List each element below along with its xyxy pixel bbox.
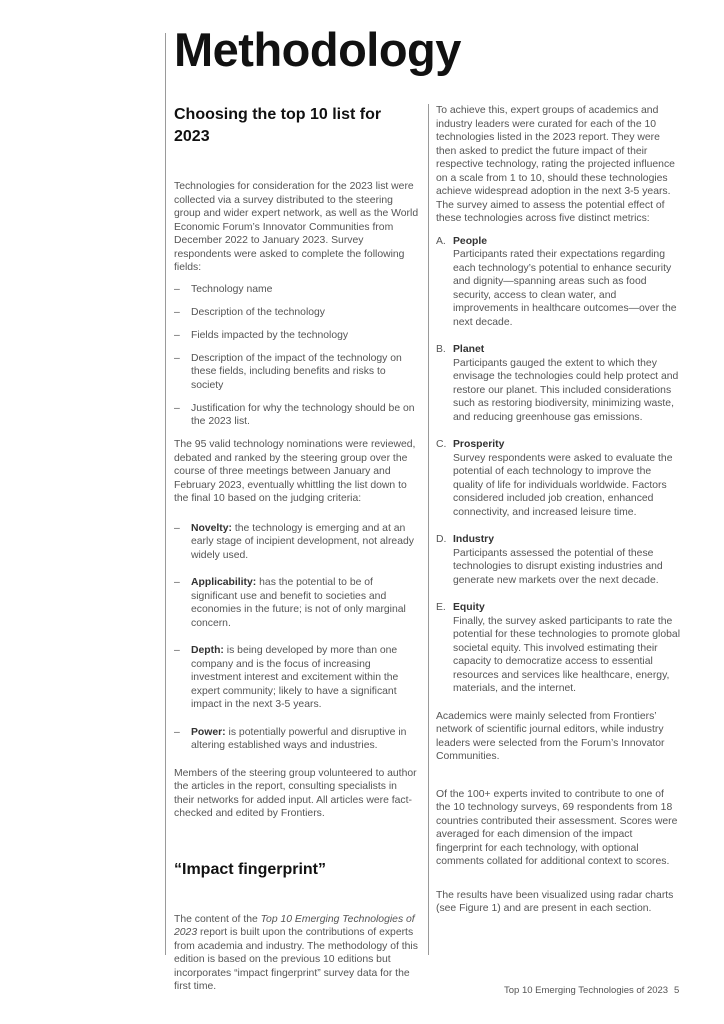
criterion-term: Depth:: [191, 645, 224, 656]
section-heading-top10: Choosing the top 10 list for 2023: [174, 106, 382, 145]
metric-item: [436, 533, 680, 587]
column-divider: [428, 104, 429, 955]
metric-item: [436, 438, 680, 519]
criterion-text: the technology is emerging and at an early stage of incipient development, not already widely used.: [191, 522, 414, 561]
page-number: 5: [674, 985, 680, 996]
experts-intro-paragraph: To achieve this, expert groups of academics and industry leaders were curated for each of the 10 technologies listed in the 2023 report. They were then asked to predict the future impact of their respective technology, rating the projected influence on a scale from 1 to 10, should these technologies achieve widespread adoption in the next 3-5 years. The survey aimed to assess the potential effect of these technologies across five distinct metrics:: [436, 105, 675, 224]
list-item: – Description of the impact of the technology on these fields, including benefits and risks to society: [174, 352, 420, 393]
metric-text: Finally, the survey asked participants to rate the potential for these technologies to promote global societal equity. This involved estimating their capacity to democratize access to essential resources and services like healthcare, energy, materials, and the internet.: [453, 615, 681, 694]
metric-name: People: [453, 235, 488, 247]
metric-item: [436, 601, 680, 696]
list-item: [174, 644, 420, 712]
metric-name: Industry: [453, 534, 494, 545]
criterion-term: Novelty:: [191, 522, 232, 534]
list-item: [174, 522, 420, 563]
academics-paragraph: Academics were mainly selected from Frontiers’ network of scientific journal editors, while industry leaders were selected from the Forum’s Innovator Communities.: [436, 710, 665, 762]
left-margin-rule: [165, 33, 166, 955]
metric-name: Equity: [453, 602, 485, 613]
metric-text: Participants gauged the extent to which they envisage the technologies could help protect and restore our planet. This included considerations such as restoring biodiversity, minimizing waste, and reducing greenhouse gas emissions.: [453, 357, 679, 423]
results-paragraph: The results have been visualized using radar charts (see Figure 1) and are present in each section.: [436, 889, 674, 914]
criterion-text: is potentially powerful and disruptive in altering established ways and industries.: [191, 726, 407, 751]
list-item: – Description of the technology: [174, 306, 420, 320]
list-item: – Justification for why the technology should be on the 2023 list.: [174, 402, 420, 429]
list-item: – Technology name: [174, 283, 420, 297]
intro-paragraph: Technologies for consideration for the 2023 list were collected via a survey distributed to the steering group and wider expert network, as well as the World Economic Forum’s Innovator Communities from December 2022 to January 2023. Survey respondents were asked to complete the following fields:: [174, 181, 419, 273]
section-heading-impact-fingerprint: “Impact fingerprint”: [174, 860, 327, 878]
metric-text: Participants rated their expectations regarding each technology’s potential to enhance security and dignity—spanning areas such as food security, access to clean water, and improvements in healthcare outcomes—over the next decade.: [453, 249, 677, 328]
content-text: The content of the: [174, 913, 261, 925]
metric-letter: C.: [436, 439, 447, 450]
metric-text: Survey respondents were asked to evaluate the potential of each technology to improve the quality of life for individuals worldwide. Factors considered included job creation, enhanced connectivity, and increased leisure time.: [453, 452, 673, 518]
members-paragraph: Members of the steering group volunteered to author the articles in the report, consulting specialists in their networks for added input. All articles were fact-checked and edited by Frontiers.: [174, 767, 417, 819]
metrics-list: [436, 235, 680, 696]
metric-name: Planet: [453, 344, 485, 355]
experts-paragraph: Of the 100+ experts invited to contribute to one of the 10 technology surveys, 69 respondents from 18 countries contributed their assessment. Scores were averaged for each dimension of the impact fingerprint for each technology, with optional comments collated for additional context to scores.: [436, 788, 678, 867]
review-paragraph: The 95 valid technology nominations were reviewed, debated and ranked by the steering group over the course of three meetings between January and February 2023, eventually whittling the list down to the final 10 based on the judging criteria:: [174, 439, 416, 504]
list-item: [174, 576, 420, 630]
metric-letter: A.: [436, 235, 446, 247]
metric-letter: B.: [436, 344, 446, 355]
list-item: [174, 726, 420, 753]
metric-letter: D.: [436, 534, 447, 545]
list-item: – Fields impacted by the technology: [174, 329, 420, 343]
criterion-term: Applicability:: [191, 577, 257, 588]
criterion-text: has the potential to be of significant use and benefit to societies and economies in the future; is not of only marginal concern.: [191, 577, 406, 629]
footer-title: Top 10 Emerging Technologies of 2023: [504, 985, 669, 996]
metric-text: Participants assessed the potential of these technologies to disrupt existing industries and generate new markets over the next decade.: [453, 547, 663, 586]
content-paragraph: [174, 913, 420, 994]
metric-item: [436, 343, 680, 424]
criteria-list: [174, 522, 420, 753]
criterion-text: is being developed by more than one company and is the focus of increasing investment interest and excitement within the expert community; likely to have a significant impact in the next 3-5 years.: [191, 645, 399, 710]
report-title-italic: Top 10 Emerging Technologies of 2023: [174, 913, 415, 938]
metric-letter: E.: [436, 602, 446, 613]
left-column: [174, 104, 420, 994]
criterion-term: Power:: [191, 726, 226, 738]
content-text: report is built upon the contributions of experts from academia and industry. The methodology of this edition is based on the previous 10 editions but incorporates “impact fingerprint” survey data for the first time.: [174, 927, 418, 992]
right-column: [436, 104, 680, 916]
survey-fields-list: [174, 283, 420, 429]
page-title: Methodology: [174, 23, 461, 76]
metric-name: Prosperity: [453, 439, 505, 450]
metric-item: [436, 235, 680, 330]
